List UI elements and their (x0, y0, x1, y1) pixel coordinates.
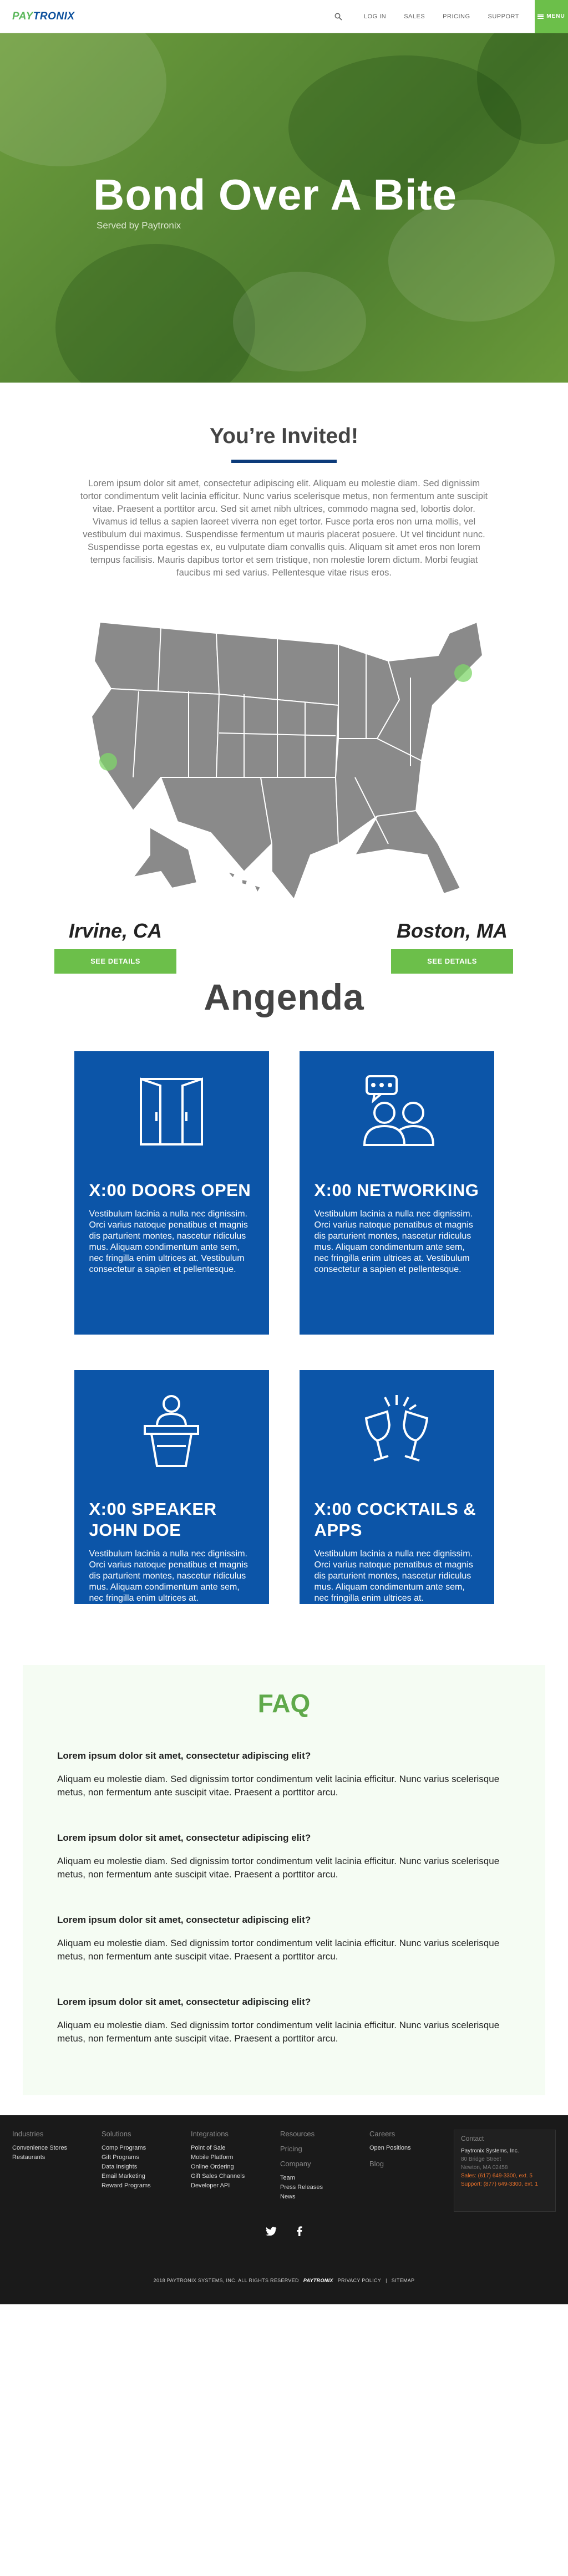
footer-heading[interactable]: Resources (280, 2130, 315, 2138)
networking-icon (315, 1070, 479, 1153)
faq-question: Lorem ipsum dolor sit amet, consectetur adipiscing elit? (57, 1997, 311, 2007)
twitter-icon[interactable] (266, 2226, 277, 2239)
invite-body: Lorem ipsum dolor sit amet, consectetur adipiscing elit. Aliquam eu molestie diam. Sed dignissim tortor condimentum velit lacinia efficitur. Nunc varius scelerisque metus, non fermentum ante suscipit vitae. Praesent a porttitor arcu. Sed sit amet nibh ultrices, commodo magna sed, lobortis dolor. Vivamus id tellus a sapien laoreet viverra non eget tortor. Fusce porta eros non urna mollis, vel vestibulum dui maximus. Suspendisse fermentum ut mauris placerat posuere. Ut vel tincidunt nunc. Suspendisse porta egestas ex, eu vulputate diam convallis quis. Aliquam sit amet eros non lorem tempus facilisis. Mauris dapibus tortor et sem tristique, non molestie lorem dictum. Morbi feugiat faucibus mi sed varius. Pellentesque vitae risus eros. (80, 478, 488, 578)
footer-link[interactable]: Press Releases (280, 2184, 323, 2191)
footer-link[interactable]: Restaurants (12, 2154, 45, 2161)
agenda-card-title: X:00 DOORS OPEN (89, 1180, 251, 1200)
location-irvine (54, 919, 176, 974)
footer-link[interactable]: Comp Programs (102, 2145, 146, 2151)
footer-col-solutions (102, 2130, 191, 2202)
sitemap-link[interactable]: SITEMAP (391, 2278, 415, 2283)
footer-bottom-bar (0, 2278, 568, 2283)
see-details-boston-button[interactable]: SEE DETAILS (391, 949, 513, 974)
title-divider (231, 460, 337, 463)
faq-question: Lorem ipsum dolor sit amet, consectetur adipiscing elit? (57, 1832, 311, 1843)
agenda-card (300, 1370, 494, 1604)
faq-answer: Aliquam eu molestie diam. Sed dignissim tortor condimentum velit lacinia efficitur. Nunc varius scelerisque metus, non fermentum ante suscipit vitae. Praesent a porttitor arcu. (57, 1938, 500, 1962)
faq-title: FAQ (257, 1689, 311, 1718)
contact-heading: Contact (461, 2135, 484, 2142)
footer-heading[interactable]: Company (280, 2160, 311, 2168)
faq-item (57, 1832, 511, 1881)
agenda-card-body: Vestibulum lacinia a nulla nec dignissim. Orci varius natoque penatibus et magnis dis parturient montes, nascetur ridiculus mus. Aliquam condimentum ante sem, nec fringilla enim ultrices at. (89, 1549, 248, 1603)
agenda-cards (74, 1051, 494, 1604)
footer-col-careers (369, 2130, 459, 2202)
main-nav (327, 0, 568, 33)
invite-section (0, 383, 568, 579)
footer-heading[interactable]: Pricing (280, 2145, 302, 2153)
us-map (78, 611, 483, 910)
contact-sales-phone[interactable]: Sales: (617) 649-3300, ext. 5 (461, 2173, 532, 2179)
contact-company: Paytronix Systems, Inc. (461, 2148, 519, 2154)
faq-item (57, 1915, 511, 1963)
footer-heading[interactable]: Solutions (102, 2130, 131, 2138)
footer-col-industries (12, 2130, 102, 2202)
agenda-card-body: Vestibulum lacinia a nulla nec dignissim. Orci varius natoque penatibus et magnis dis parturient montes, nascetur ridiculus mus. Aliquam condimentum ante sem, nec fringilla enim ultrices at. Vestibulum consectetur a sapien et pellentesque. (89, 1209, 248, 1274)
nav-sales[interactable]: SALES (404, 13, 425, 20)
footer-link[interactable]: Mobile Platform (191, 2154, 234, 2161)
contact-support-phone[interactable]: Support: (877) 649-3300, ext. 1 (461, 2181, 538, 2187)
see-details-irvine-button[interactable]: SEE DETAILS (54, 949, 176, 974)
location-name: Irvine, CA (68, 919, 163, 942)
footer-link[interactable]: Open Positions (369, 2145, 411, 2151)
invite-title: You’re Invited! (210, 424, 358, 448)
footer-link[interactable]: Online Ordering (191, 2163, 234, 2170)
menu-label: MENU (546, 13, 565, 19)
faq-question: Lorem ipsum dolor sit amet, consectetur adipiscing elit? (57, 1750, 311, 1761)
boston-map-marker[interactable] (454, 664, 472, 682)
agenda-card (74, 1051, 269, 1335)
agenda-card-title: X:00 NETWORKING (314, 1180, 479, 1200)
faq-item (57, 1997, 511, 2045)
privacy-link[interactable]: PRIVACY POLICY (337, 2278, 382, 2283)
footer-heading[interactable]: Industries (12, 2130, 44, 2138)
location-name: Boston, MA (397, 919, 508, 942)
agenda-card-body: Vestibulum lacinia a nulla nec dignissim. Orci varius natoque penatibus et magnis dis parturient montes, nascetur ridiculus mus. Aliquam condimentum ante sem, nec fringilla enim ultrices at. Vestibulum consectetur a sapien et pellentesque. (314, 1209, 473, 1274)
footer-col-integrations (191, 2130, 280, 2202)
agenda-card-title: X:00 SPEAKER JOHN DOE (89, 1499, 217, 1540)
copyright-text: 2018 PAYTRONIX SYSTEMS, INC. ALL RIGHTS RESERVED (153, 2278, 299, 2283)
footer-link[interactable]: Team (280, 2175, 295, 2181)
faq-item (57, 1750, 511, 1799)
footer-link[interactable]: News (280, 2193, 296, 2200)
faq-answer: Aliquam eu molestie diam. Sed dignissim tortor condimentum velit lacinia efficitur. Nunc varius scelerisque metus, non fermentum ante suscipit vitae. Praesent a porttitor arcu. (57, 1774, 500, 1798)
footer-link[interactable]: Point of Sale (191, 2145, 226, 2151)
divider: | (386, 2278, 387, 2283)
footer-heading[interactable]: Integrations (191, 2130, 229, 2138)
footer-link[interactable]: Convenience Stores (12, 2145, 68, 2151)
facebook-icon[interactable] (297, 2226, 302, 2239)
menu-button[interactable] (535, 0, 568, 33)
paytronix-logo[interactable] (12, 11, 75, 23)
cheers-icon (315, 1389, 479, 1472)
footer-col-resources (280, 2130, 369, 2202)
hero-subtitle: Served by Paytronix (97, 220, 181, 231)
logo-tronix-text: TRONIX (33, 10, 75, 22)
social-links (0, 2226, 568, 2239)
hero-title: Bond Over A Bite (93, 170, 457, 219)
faq-question: Lorem ipsum dolor sit amet, consectetur adipiscing elit? (57, 1915, 311, 1925)
footer-logo[interactable]: PAYTRONIX (303, 2278, 333, 2283)
footer-heading[interactable]: Blog (369, 2160, 384, 2168)
footer-link[interactable]: Data Insights (102, 2163, 138, 2170)
site-footer (0, 2115, 568, 2304)
hero-banner (0, 33, 568, 383)
footer-link[interactable]: Reward Programs (102, 2182, 151, 2189)
locations-section (0, 599, 568, 965)
footer-link[interactable]: Gift Programs (102, 2154, 139, 2161)
search-icon[interactable] (327, 13, 349, 21)
logo-pay-text: PAY (12, 10, 33, 22)
podium-icon (89, 1389, 254, 1472)
contact-city: Newton, MA 02458 (461, 2165, 508, 2171)
hamburger-icon (537, 14, 544, 19)
location-boston (391, 919, 513, 974)
contact-address: 80 Bridge Street (461, 2156, 501, 2162)
site-header (0, 0, 568, 33)
contact-box (454, 2130, 556, 2212)
agenda-card-body: Vestibulum lacinia a nulla nec dignissim. Orci varius natoque penatibus et magnis dis parturient montes, nascetur ridiculus mus. Aliquam condimentum ante sem, nec fringilla enim ultrices at. (314, 1549, 473, 1603)
doors-icon (89, 1070, 254, 1153)
agenda-card (74, 1370, 269, 1604)
faq-answer: Aliquam eu molestie diam. Sed dignissim tortor condimentum velit lacinia efficitur. Nunc varius scelerisque metus, non fermentum ante suscipit vitae. Praesent a porttitor arcu. (57, 1856, 500, 1880)
footer-link[interactable]: Gift Sales Channels (191, 2173, 245, 2180)
agenda-card-title: X:00 COCKTAILS & APPS (314, 1499, 476, 1540)
footer-heading[interactable]: Careers (369, 2130, 395, 2138)
irvine-map-marker[interactable] (99, 753, 117, 771)
nav-support[interactable]: SUPPORT (488, 13, 519, 20)
agenda-title: Angenda (204, 976, 364, 1017)
faq-section (23, 1665, 545, 2095)
faq-answer: Aliquam eu molestie diam. Sed dignissim tortor condimentum velit lacinia efficitur. Nunc varius scelerisque metus, non fermentum ante suscipit vitae. Praesent a porttitor arcu. (57, 2020, 500, 2044)
agenda-card (300, 1051, 494, 1335)
footer-link[interactable]: Developer API (191, 2182, 230, 2189)
footer-link[interactable]: Email Marketing (102, 2173, 145, 2180)
nav-pricing[interactable]: PRICING (443, 13, 470, 20)
nav-login[interactable]: LOG IN (363, 13, 387, 20)
